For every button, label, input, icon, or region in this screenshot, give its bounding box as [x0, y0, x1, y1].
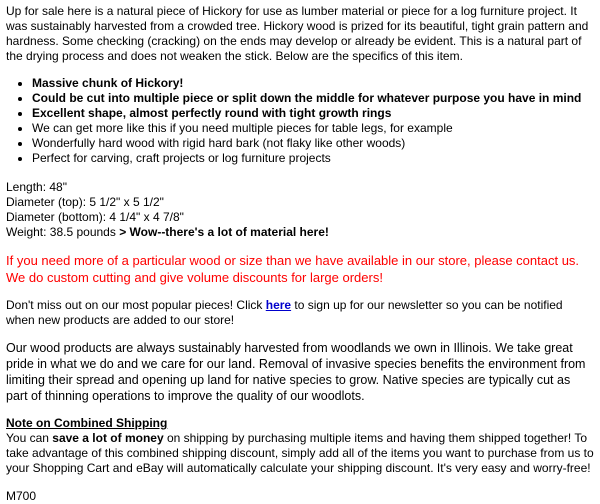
spec-weight-row: [6, 225, 594, 240]
feature-item: • Excellent shape, almost perfectly round with tight growth rings: [32, 106, 594, 121]
newsletter-signup-link[interactable]: here: [265, 298, 292, 312]
item-sku: M700: [6, 489, 37, 503]
spec-weight: Weight: 38.5 pounds: [6, 225, 116, 239]
spec-length: Length: 48": [6, 180, 67, 194]
spec-diameter-top: Diameter (top): 5 1/2" x 5 1/2": [6, 195, 164, 209]
feature-item: • We can get more like this if you need multiple pieces for table legs, for example: [32, 121, 594, 136]
feature-item: • Could be cut into multiple piece or split down the middle for whatever purpose you have in mind: [32, 91, 594, 106]
custom-order-notice: If you need more of a particular wood or size than we have available in our store, please contact us. We do custom cutting and give volume discounts for large orders!: [6, 253, 580, 285]
newsletter-paragraph: [6, 298, 594, 328]
feature-item: • Wonderfully hard wood with rigid hard bark (not flaky like other woods): [32, 136, 594, 151]
shipping-text-before: You can: [6, 431, 53, 445]
shipping-text-after: on shipping by purchasing multiple items and having them shipped together! To take advantage of this combined shipping discount, simply add all of the items you want to purchase from us to your Shopping Cart and eBay will automatically calculate your shipping discount. It's very easy and worry-free!: [6, 431, 594, 475]
sustainability-paragraph: Our wood products are always sustainably harvested from woodlands we own in Illinois. We take great pride in what we do and we care for our land. Removal of invasive species benefits the environment from limiting their spread and opening up land for native species to grow. Native species are typically cut as part of thinning operations to improve the quality of our woodlots.: [6, 341, 586, 403]
spec-diameter-bottom: Diameter (bottom): 4 1/4" x 4 7/8": [6, 210, 184, 224]
shipping-note: [6, 416, 594, 476]
shipping-body: [6, 431, 594, 476]
spec-weight-note: > Wow--there's a lot of material here!: [119, 225, 329, 239]
features-list: [6, 76, 594, 166]
feature-item: • Perfect for carving, craft projects or log furniture projects: [32, 151, 594, 166]
specs-block: [6, 180, 594, 240]
shipping-title: Note on Combined Shipping: [6, 416, 168, 430]
newsletter-text-after: to sign up for our newsletter so you can be notified when new products are added to our store!: [6, 298, 563, 327]
shipping-savings-highlight: save a lot of money: [52, 431, 164, 445]
intro-paragraph: Up for sale here is a natural piece of Hickory for use as lumber material or piece for a log furniture project. It was sustainably harvested from a crowded tree. Hickory wood is prized for its beautiful, tight grain pattern and hardness. Some checking (cracking) on the ends may develop or already be evident. This is a natural part of the drying process and does not weaken the stick. Below are the specifics of this item.: [6, 4, 589, 63]
feature-item: • Massive chunk of Hickory!: [32, 76, 594, 91]
newsletter-text-before: Don't miss out on our most popular pieces! Click: [6, 298, 266, 312]
